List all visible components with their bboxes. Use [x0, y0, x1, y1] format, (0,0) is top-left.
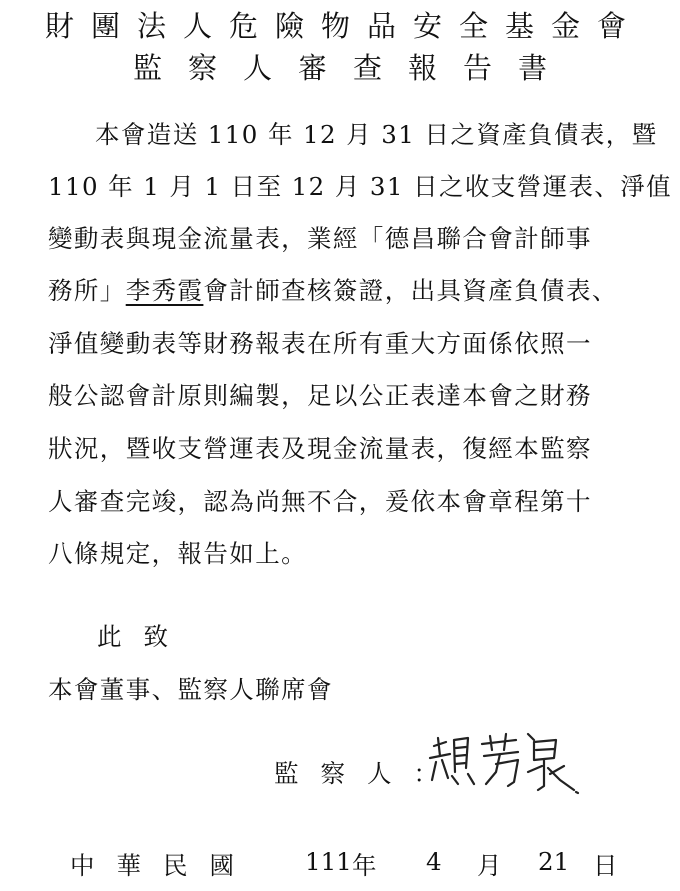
- body-line-6: 般公認會計原則編製，足以公正表達本會之財務: [48, 381, 592, 410]
- handwritten-signature: [424, 728, 584, 803]
- date-year-unit: 年: [352, 851, 377, 880]
- body-line-4-suffix: 會計師查核簽證，出具資產負債表、: [203, 276, 618, 305]
- body-line-2: 110 年 1 月 1 日至 12 月 31 日之收支營運表、淨值: [48, 172, 673, 201]
- document-title-org: 財團法人危險物品安全基金會: [44, 9, 643, 43]
- signature-label: 監察人：: [274, 759, 460, 788]
- accountant-name: 李秀霞: [125, 276, 204, 305]
- body-line-1: 本會造送 110 年 12 月 31 日之資產負債表，暨: [95, 120, 658, 149]
- body-line-8: 人審查完竣，認為尚無不合，爰依本會章程第十: [48, 487, 592, 516]
- date-era: 中華民國: [70, 851, 256, 880]
- greeting: 此致: [97, 622, 190, 651]
- date-day-unit: 日: [593, 851, 618, 880]
- body-line-5: 淨值變動表等財務報表在所有重大方面係依照一: [48, 329, 592, 358]
- body-line-3: 變動表與現金流量表，業經「德昌聯合會計師事: [48, 224, 592, 253]
- date-year: 111: [305, 847, 352, 876]
- date-month-unit: 月: [477, 851, 502, 880]
- date-month: 4: [426, 847, 442, 876]
- date-day: 21: [538, 847, 570, 876]
- document-title-report: 監察人審查報告書: [132, 51, 573, 85]
- body-line-9: 八條規定，報告如上。: [48, 539, 307, 568]
- body-line-4-prefix: 務所」: [48, 276, 126, 305]
- body-line-4: [48, 272, 618, 307]
- recipient: 本會董事、監察人聯席會: [48, 675, 333, 704]
- body-line-7: 狀況，暨收支營運表及現金流量表，復經本監察: [48, 434, 592, 463]
